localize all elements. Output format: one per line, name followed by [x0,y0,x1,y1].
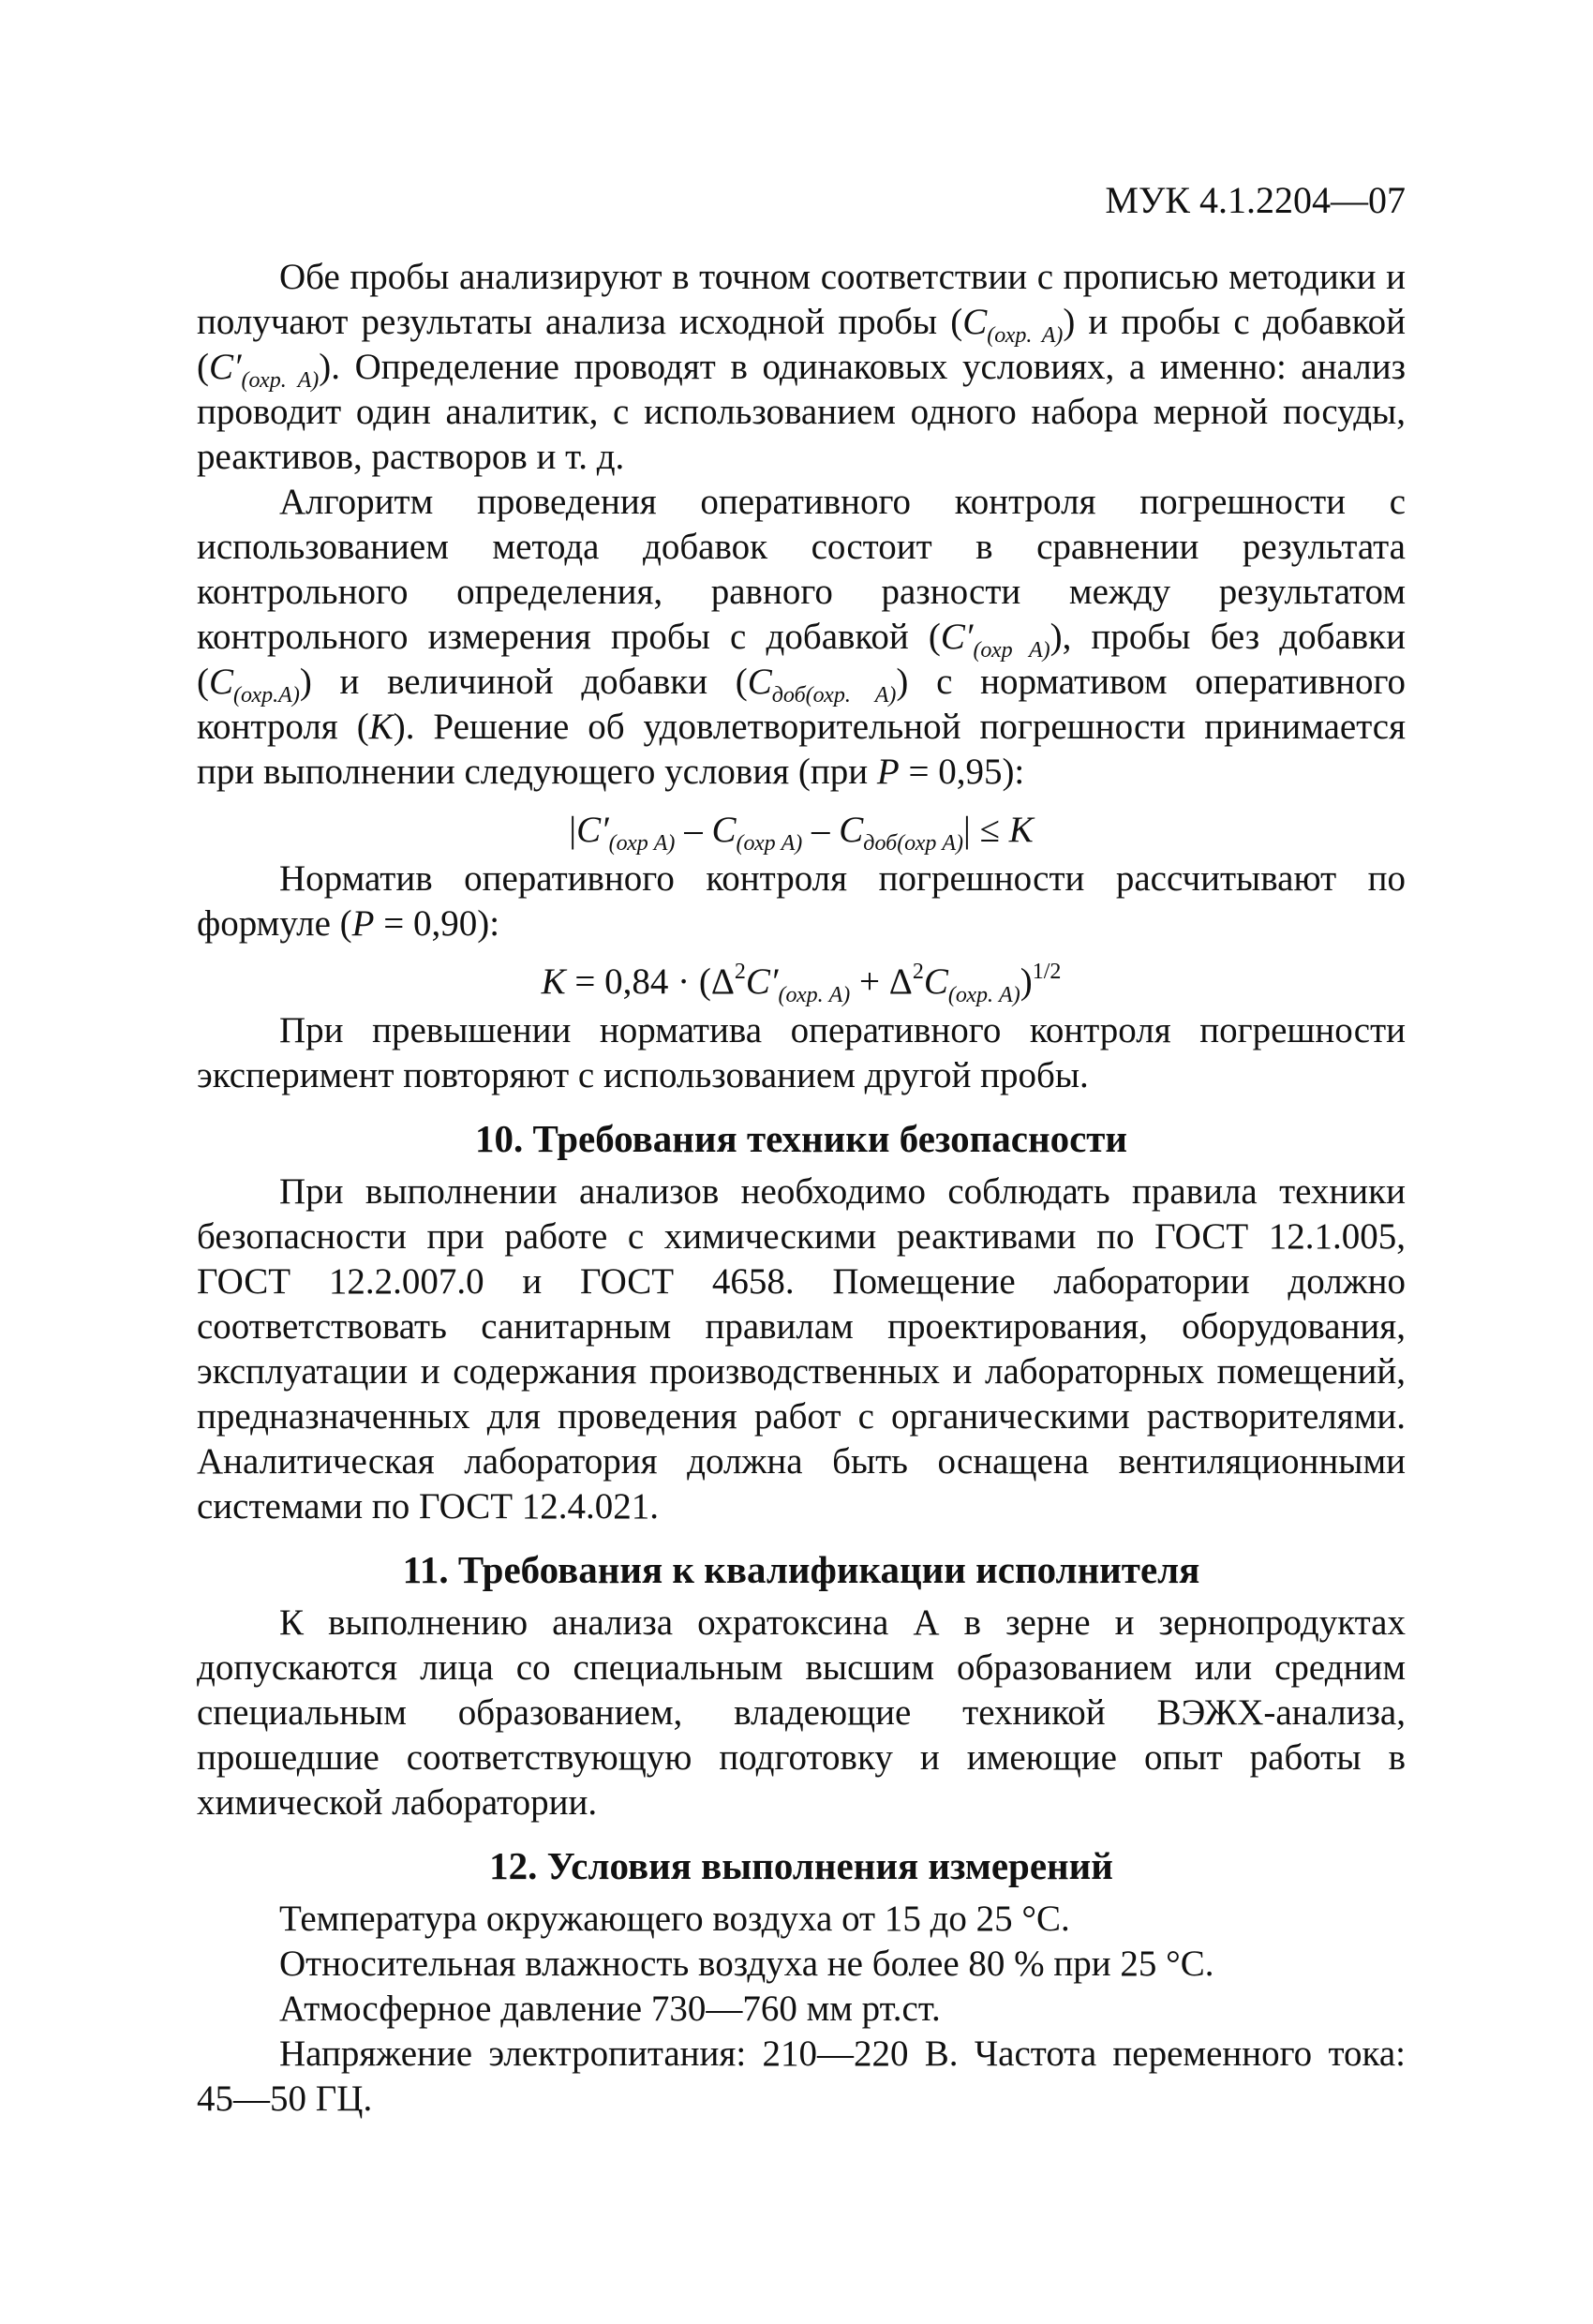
condition-temperature: Температура окружающего воздуха от 15 до 25 °С. [279,1899,1070,1939]
condition-power: Напряжение электропитания: 210—220 В. Частота переменного тока: 45—50 ГЦ. [197,2034,1406,2119]
document-page [197,178,1406,2122]
paragraph-repeat: При превышении норматива оперативного контроля погрешности эксперимент повторяют с использованием другой пробы. [197,1010,1406,1095]
paragraph-algorithm: Алгоритм проведения оперативного контроля погрешности с использованием метода добавок состоит в сравнении результата контрольного определения, равного разности между результатом контрольного измерения пробы с добавкой $(C'_{(охр А)})$, пробы без добавки $(C_{(охр.А)})$ и величиной добавки $(C_{доб(охр. А)})$ с нормативом оперативного контроля (K). Решение об удовлетворительной погрешности принимается при выполнении следующего условия (при P = 0,95): [197,482,1407,792]
condition-humidity: Относительная влажность воздуха не более 80 % при 25 °С. [279,1944,1214,1984]
condition-pressure: Атмосферное давление 730—760 мм рт.ст. [279,1989,941,2029]
paragraph-norm: Норматив оперативного контроля погрешности рассчитывают по формуле (P = 0,90): [197,858,1406,944]
section-10-title: 10. Требования техники безопасности [474,1117,1128,1160]
formula-norm: $K = 0,84 \cdot (\Delta^2C'_{(охр. А)} + \Delta^2C_{(охр. А)})^{1/2}$ [541,960,1062,1007]
document-code: МУК 4.1.2204—07 [1105,179,1406,221]
formula-condition: $|C'_{(охр А)} - C_{(охр А)} - C_{доб(охр А)}| \le K$ [569,810,1034,856]
section-12-title: 12. Условия выполнения измерений [489,1844,1113,1887]
section-11-text: К выполнению анализа охратоксина А в зерне и зернопродуктах допускаются лица со специальным высшим образованием или средним специальным образованием, владеющие техникой ВЭЖХ-анализа, прошедшие соответствующую подготовку и имеющие опыт работы в химической лаборатории. [197,1602,1406,1823]
paragraph-samples: Обе пробы анализируют в точном соответствии с прописью методики и получают результаты анализа исходной пробы $(C_{(охр. А)})$ и пробы с добавкой $(C'_{(охр. А)})$. Определение проводят в одинаковых условиях, а именно: анализ проводит один аналитик, с использованием одного набора мерной посуды, реактивов, растворов и т. д. [197,257,1406,477]
section-10-text: При выполнении анализов необходимо соблюдать правила техники безопасности при работе с химическими реактивами по ГОСТ 12.1.005, ГОСТ 12.2.007.0 и ГОСТ 4658. Помещение лаборатории должно соответствовать санитарным правилам проектирования, оборудования, эксплуатации и содержания производственных и лабораторных помещений, предназначенных для проведения работ с органическими растворителями. Аналитическая лаборатория должна быть оснащена вентиляционными системами по ГОСТ 12.4.021. [197,1171,1406,1527]
section-11-title: 11. Требования к квалификации исполнителя [402,1548,1200,1591]
